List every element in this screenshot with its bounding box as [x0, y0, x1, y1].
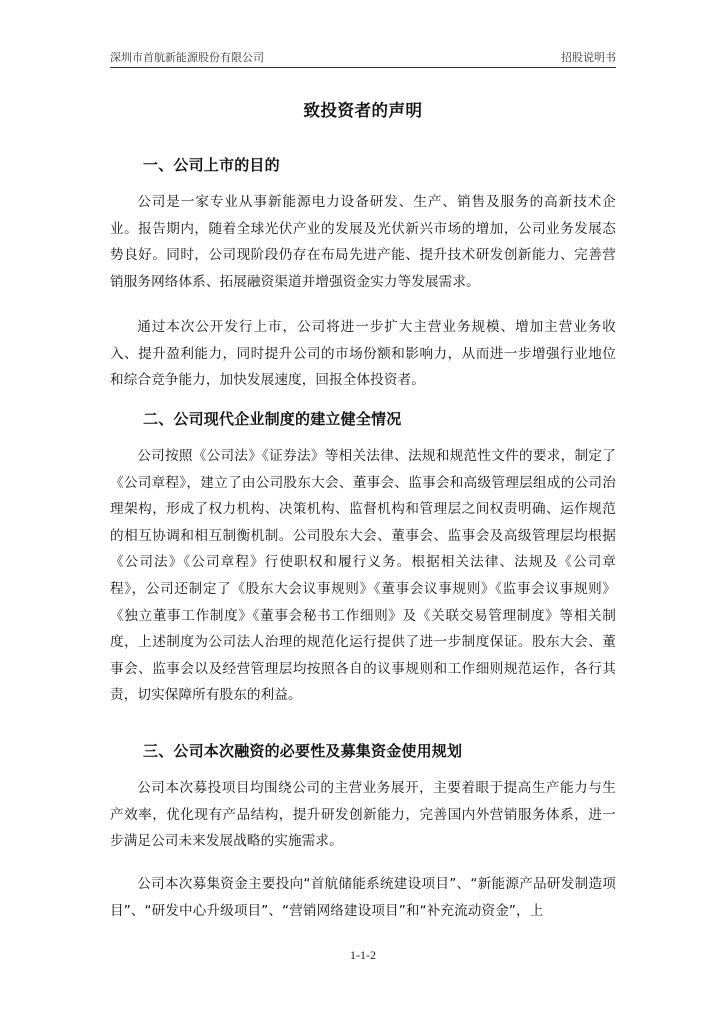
paragraph-governance: 公司按照《公司法》《证券法》等相关法律、法规和规范性文件的要求，制定了《公司章程》，建立了由公司股东大会、董事会、监事会和高级管理层组成的公司治理架构，形成了权力机构、决策机构、监督机构和管理层之间权责明确、运作规范的相互协调和相互制衡机制。公司股东大会、董事会、监事会及高级管理层均根据《公司法》《公司章程》行使职权和履行义务。根据相关法律、法规及《公司章程》，公司还制定了《股东大会议事规则》《董事会议事规则》《监事会议事规则》《独立董事工作制度》《董事会秘书工作细则》及《关联交易管理制度》等相关制度，上述制度为公司法人治理的规范化运行提供了进一步制度保证。股东大会、董事会、监事会以及经营管理层均按照各自的议事规则和工作细则规范运作，各行其责，切实保障所有股东的利益。 [110, 448, 616, 704]
section-heading-governance: 二、公司现代企业制度的建立健全情况 [143, 410, 402, 428]
page-header [110, 51, 616, 68]
header-company-name: 深圳市首航新能源股份有限公司 [110, 51, 264, 64]
document-title: 致投资者的声明 [303, 101, 423, 120]
paragraph-purpose-2: 通过本次公开发行上市，公司将进一步扩大主营业务规模、增加主营业务收入、提升盈利能力，同时提升公司的市场份额和影响力，从而进一步增强行业地位和综合竞争能力，加快发展速度，回报全体投资者。 [110, 319, 616, 389]
paragraph-financing-1: 公司本次募投项目均围绕公司的主营业务展开，主要着眼于提高生产能力与生产效率，优化现有产品结构，提升研发创新能力，完善国内外营销服务体系，进一步满足公司未来发展战略的实施需求。 [110, 780, 616, 850]
header-document-type: 招股说明书 [561, 51, 616, 64]
section-heading-financing: 三、公司本次融资的必要性及募集资金使用规划 [143, 742, 463, 760]
paragraph-financing-2: 公司本次募集资金主要投向“首航储能系统建设项目”、“新能源产品研发制造项目”、“研发中心升级项目”、“营销网络建设项目”和“补充流动资金”，上 [110, 876, 616, 919]
paragraph-purpose-1: 公司是一家专业从事新能源电力设备研发、生产、销售及服务的高新技术企业。报告期内，随着全球光伏产业的发展及光伏新兴市场的增加，公司业务发展态势良好。同时，公司现阶段仍存在布局先进产能、提升技术研发创新能力、完善营销服务网络体系、拓展融资渠道并增强资金实力等发展需求。 [110, 194, 616, 290]
section-heading-purpose: 一、公司上市的目的 [143, 156, 280, 174]
page-number: 1-1-2 [350, 948, 376, 962]
